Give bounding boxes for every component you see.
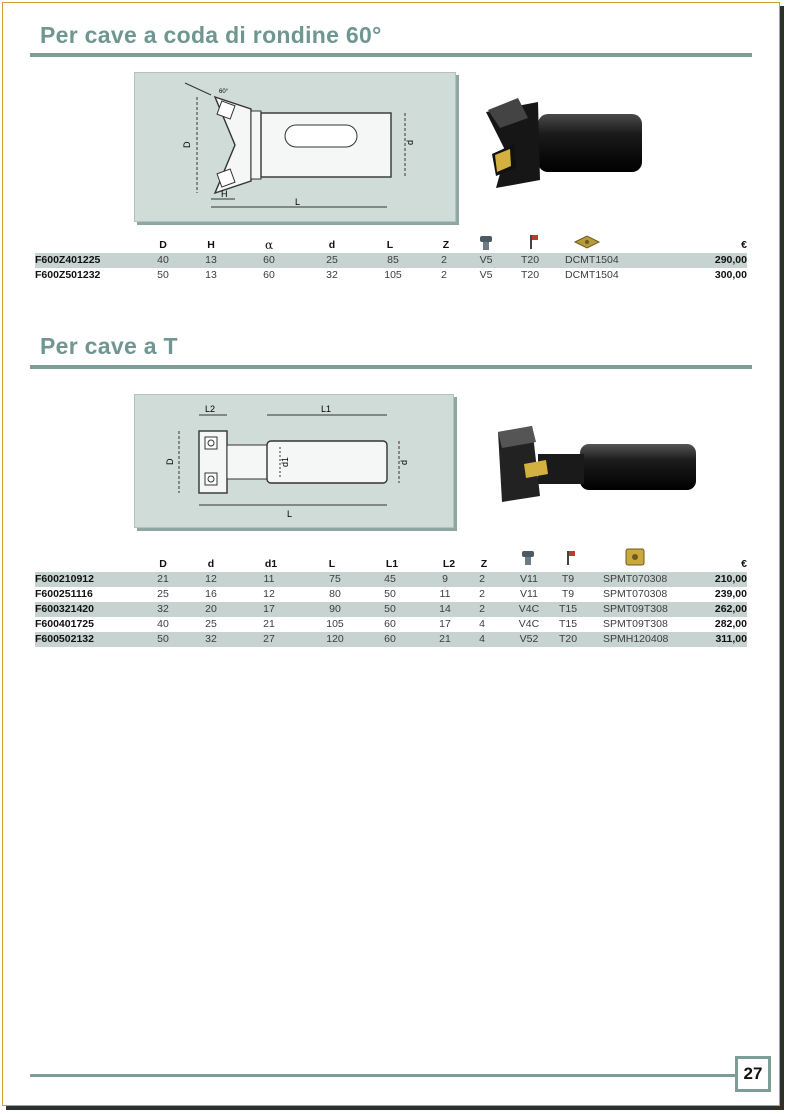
cell-d1: 11 [263,573,275,585]
dimension-label-D: D [182,141,192,148]
dovetail-table [35,237,747,283]
cell-L2: 9 [442,573,448,585]
cell-D: 21 [157,573,169,585]
cell-L: 105 [384,269,402,281]
header-D: D [159,239,167,251]
screw-icon [479,235,493,251]
footer-rule [30,1074,735,1077]
cell-L2: 17 [439,618,451,630]
table-row [35,253,747,268]
t-slot-cutter-photo [488,420,700,508]
header-d1: d1 [264,558,278,570]
cell-d: 20 [205,603,217,615]
screw-icon [521,550,535,566]
cell-code: F600Z501232 [35,269,101,281]
cell-D: 50 [157,269,169,281]
cell-screw: V11 [520,588,538,600]
table-header [35,556,747,572]
cell-alpha: 60 [263,269,275,281]
cell-D: 32 [157,603,169,615]
cell-screw: V11 [520,573,538,585]
dimension-label-L: L [295,197,301,207]
page-number: 27 [735,1056,771,1092]
dimension-label-L: L [287,509,293,519]
cell-L: 85 [387,254,399,266]
cell-L2: 21 [439,633,451,645]
header-alpha: α [264,238,274,252]
cell-d: 25 [326,254,338,266]
cell-L1: 50 [384,603,396,615]
cell-Z: 4 [479,618,485,630]
cell-screw: V52 [519,633,539,645]
cell-L1: 45 [384,573,396,585]
cell-key: T20 [558,633,578,645]
cell-D: 40 [157,254,169,266]
table-row [35,602,747,617]
dimension-label-L2: L2 [205,404,216,414]
insert-dcmt-icon [573,235,601,249]
header-L: L [328,558,336,570]
section-rule [30,53,752,57]
cell-screw: V4C [518,618,540,630]
cell-L: 80 [329,588,341,600]
cell-screw: V5 [479,269,493,281]
table-header [35,237,747,253]
cell-insert: SPMT09T308 [603,618,668,630]
insert-spmt-icon [624,547,646,567]
cell-d1: 21 [263,618,275,630]
dimension-label-d: d [399,459,409,465]
cell-D: 40 [157,618,169,630]
cell-code: F600321420 [35,603,94,615]
cell-code: F600Z401225 [35,254,101,266]
cell-Z: 2 [441,254,447,266]
header-d: d [328,239,336,251]
cell-d1: 27 [263,633,275,645]
cell-insert: SPMT09T308 [603,603,668,615]
cell-Z: 2 [441,269,447,281]
cell-price: 290,00 [714,254,747,266]
table-row [35,572,747,587]
dimension-label-D: D [165,458,175,465]
cell-insert: SPMH120408 [603,633,669,645]
cell-H: 13 [205,269,217,281]
cell-code: F600251116 [35,588,93,600]
cell-d: 32 [326,269,338,281]
dimension-label-H: H [221,189,228,199]
table-row [35,268,747,283]
cell-code: F600210912 [35,573,94,585]
cell-L1: 60 [384,633,396,645]
cell-L: 105 [326,618,344,630]
cell-d1: 12 [263,588,275,600]
section-rule [30,365,752,369]
cell-insert: SPMT070308 [603,573,668,585]
cell-L: 90 [329,603,341,615]
cell-price: 239,00 [714,588,747,600]
cell-price: 210,00 [714,573,747,585]
cell-L1: 60 [384,618,396,630]
header-L2: L2 [442,558,456,570]
t-slot-technical-drawing [134,394,454,528]
cell-key: T20 [520,269,540,281]
header-euro: € [741,239,747,251]
cell-price: 282,00 [714,618,747,630]
table-row [35,632,747,647]
cell-L2: 14 [439,603,451,615]
cell-price: 300,00 [714,269,747,281]
cell-insert: DCMT1504 [565,269,619,281]
table-row [35,617,747,632]
cell-key: T9 [561,573,575,585]
header-H: H [207,239,215,251]
header-D: D [159,558,167,570]
torx-key-icon [529,234,539,250]
cell-Z: 4 [479,633,485,645]
cell-D: 50 [157,633,169,645]
cell-L1: 50 [384,588,396,600]
cell-Z: 2 [479,603,485,615]
cell-key: T20 [520,254,540,266]
dovetail-cutter-photo [478,92,648,192]
header-euro: € [741,558,747,570]
cell-D: 25 [157,588,169,600]
cell-code: F600401725 [35,618,94,630]
cell-key: T15 [558,618,578,630]
cell-L: 120 [326,633,344,645]
dimension-label-L1: L1 [321,404,332,414]
cell-d: 32 [205,633,217,645]
header-Z: Z [480,558,488,570]
header-d: d [207,558,215,570]
dovetail-technical-drawing [134,72,456,222]
dimension-label-angle: 60° [219,89,229,95]
cell-d: 16 [205,588,217,600]
dimension-label-d1: d1 [280,456,290,467]
cell-insert: SPMT070308 [603,588,668,600]
cell-L: 75 [329,573,341,585]
cell-alpha: 60 [263,254,275,266]
section-title-t-slot: Per cave a T [40,333,178,359]
header-L1: L1 [385,558,399,570]
cell-d: 12 [205,573,217,585]
dimension-label-d: d [405,139,415,145]
table-row [35,587,747,602]
cell-key: T9 [561,588,575,600]
cell-H: 13 [205,254,217,266]
cell-L2: 11 [439,588,451,600]
cell-d1: 17 [263,603,275,615]
cell-d: 25 [205,618,217,630]
torx-key-icon [566,550,576,566]
t-slot-table [35,556,747,647]
cell-key: T15 [558,603,578,615]
cell-price: 262,00 [714,603,747,615]
header-Z: Z [442,239,450,251]
cell-Z: 2 [479,573,485,585]
cell-insert: DCMT1504 [565,254,619,266]
header-L: L [386,239,394,251]
section-title-dovetail: Per cave a coda di rondine 60° [40,22,382,48]
cell-code: F600502132 [35,633,94,645]
cell-price: 311,00 [715,633,747,645]
cell-Z: 2 [479,588,485,600]
cell-screw: V5 [479,254,493,266]
cell-screw: V4C [518,603,540,615]
